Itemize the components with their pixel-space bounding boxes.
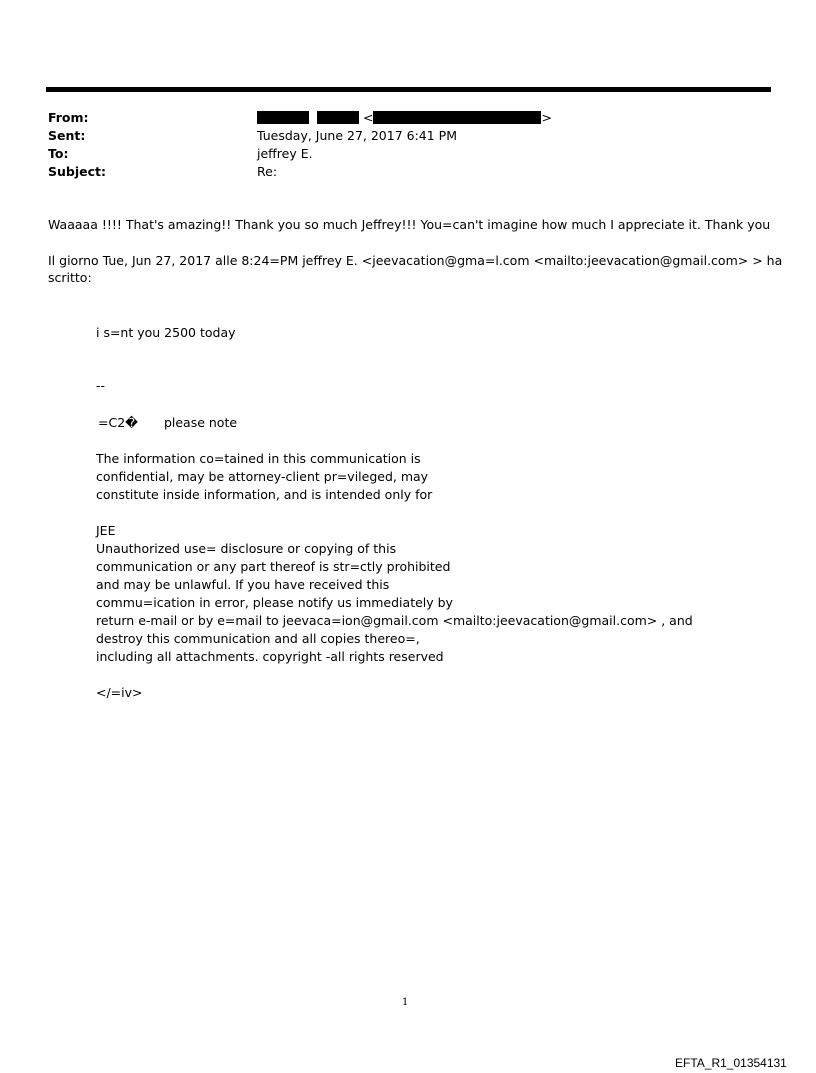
- from-value: [257, 109, 552, 127]
- subject-value: Re:: [257, 164, 278, 179]
- signature-separator: --: [96, 378, 106, 393]
- page-number: 1: [402, 997, 409, 1008]
- from-close-bracket: >: [541, 110, 552, 125]
- quote-intro-line-1: Il giorno Tue, Jun 27, 2017 alle 8:24=PM jeffrey E. <jeevacation@gma=l.com <mailto:jeevacation@gmail.com> > ha: [48, 253, 783, 268]
- to-label: To:: [48, 146, 69, 161]
- sent-label: Sent:: [48, 128, 86, 143]
- redaction-box: [317, 111, 359, 124]
- from-open-bracket: <: [362, 110, 374, 125]
- reply-text: Waaaaa !!!! That's amazing!! Thank you so much Jeffrey!!! You=can't imagine how much I appreciate it. Thank you: [48, 217, 771, 232]
- sent-value: Tuesday, June 27, 2017 6:41 PM: [257, 128, 457, 143]
- closing-tag: </=iv>: [96, 685, 143, 700]
- to-value: jeffrey E.: [257, 146, 313, 161]
- note-code: =C2�: [98, 415, 138, 430]
- header-divider: [46, 87, 771, 92]
- note-line: [98, 414, 237, 433]
- disclaimer-line: including all attachments. copyright -all rights reserved: [96, 649, 444, 664]
- disclaimer-line: destroy this communication and all copies thereo=,: [96, 631, 420, 646]
- disclaimer-line: and may be unlawful. If you have received this: [96, 577, 390, 592]
- disclaimer-line: confidential, may be attorney-client pr=vileged, may: [96, 469, 429, 484]
- from-label: From:: [48, 110, 89, 125]
- quoted-message: i s=nt you 2500 today: [96, 325, 236, 340]
- disclaimer-line: communication or any part thereof is str=ctly prohibited: [96, 559, 451, 574]
- disclaimer-line: return e-mail or by e=mail to jeevaca=ion@gmail.com <mailto:jeevacation@gmail.com> , and: [96, 613, 693, 628]
- bates-number: EFTA_R1_01354131: [675, 1056, 787, 1070]
- disclaimer-line: The information co=tained in this communication is: [96, 451, 421, 466]
- disclaimer-line: commu=ication in error, please notify us immediately by: [96, 595, 453, 610]
- note-text: please note: [163, 415, 238, 430]
- quote-intro-line-2: scritto:: [48, 270, 92, 285]
- redaction-box: [257, 111, 309, 124]
- redaction-box: [373, 111, 541, 124]
- subject-label: Subject:: [48, 164, 106, 179]
- recipient-initials: JEE: [96, 523, 116, 538]
- disclaimer-line: constitute inside information, and is intended only for: [96, 487, 433, 502]
- disclaimer-line: Unauthorized use= disclosure or copying of this: [96, 541, 397, 556]
